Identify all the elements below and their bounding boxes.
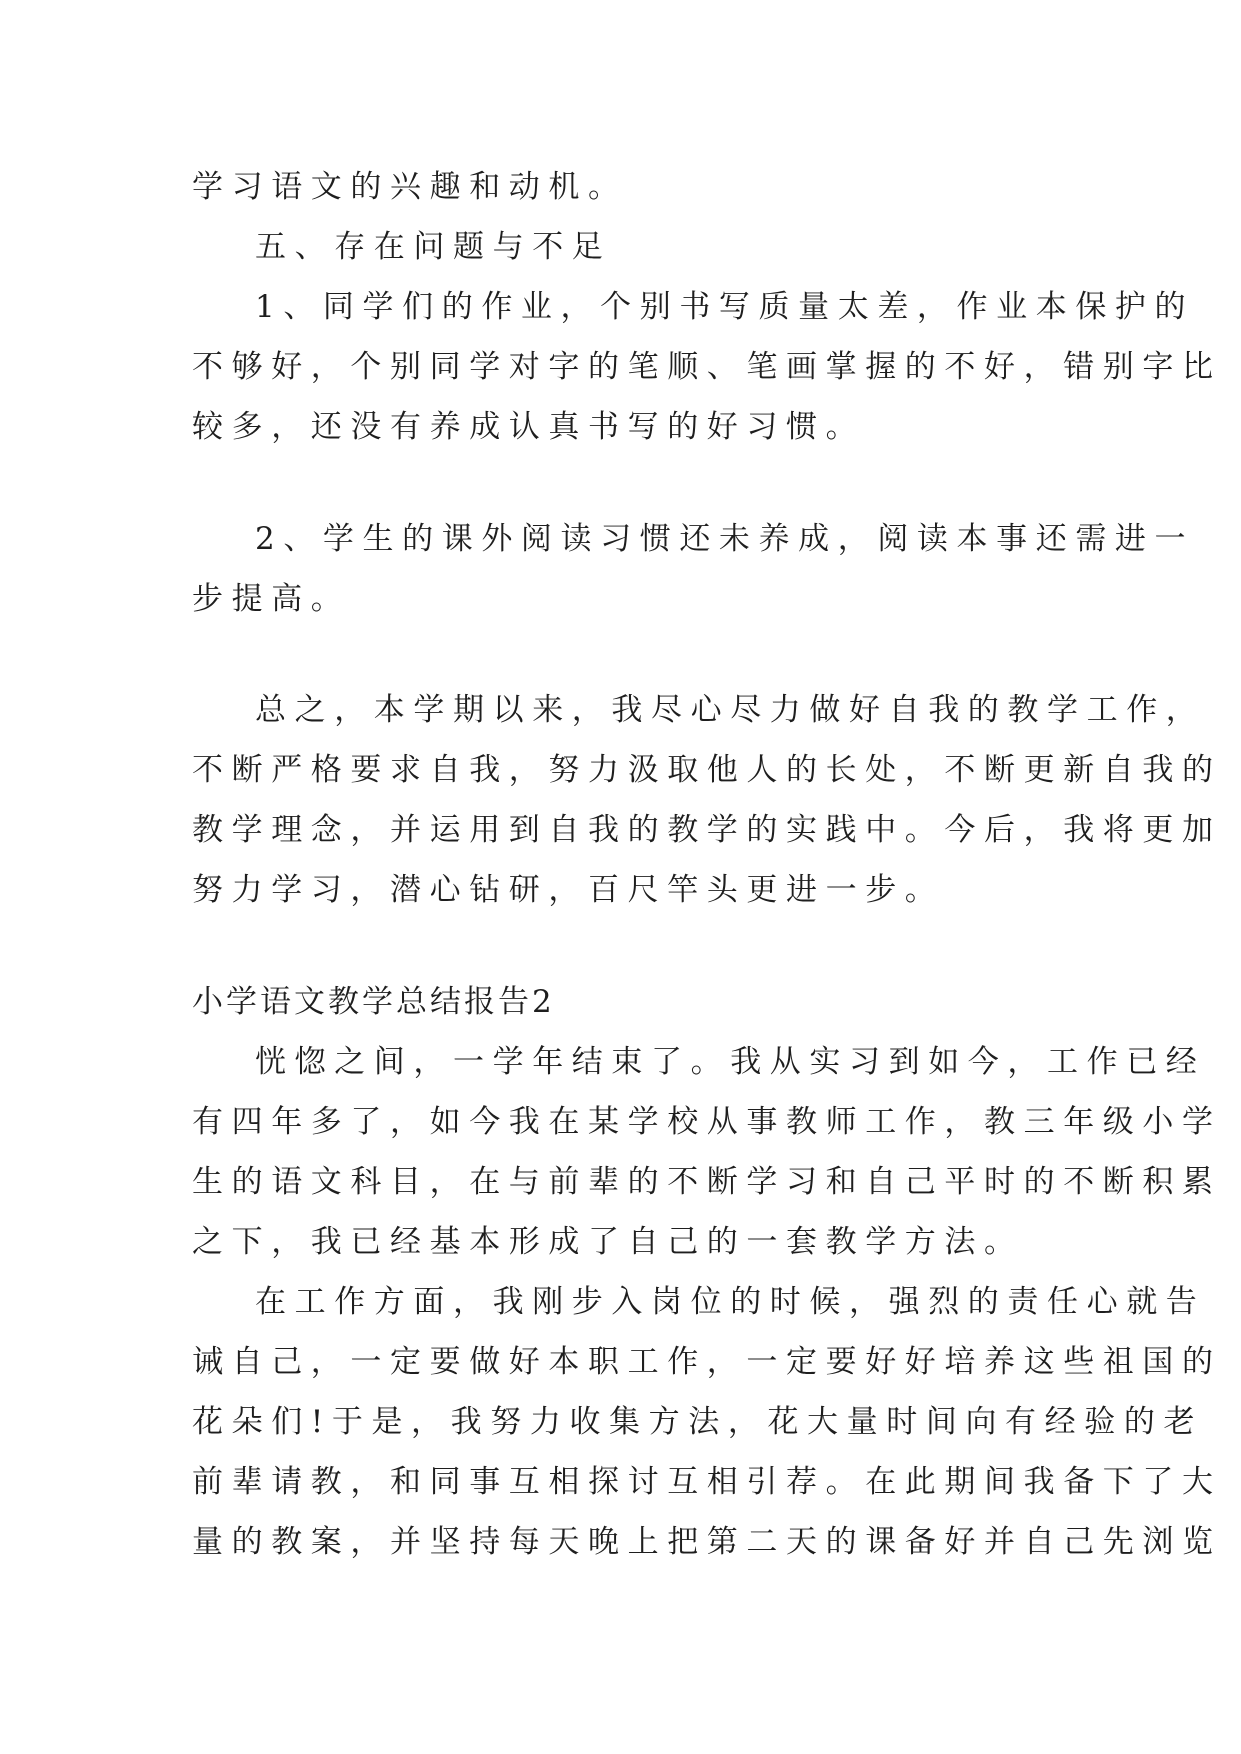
text-line: 不够好，个别同学对字的笔顺、笔画掌握的不好，错别字比 <box>192 349 1222 385</box>
text-line: 总之，本学期以来，我尽心尽力做好自我的教学工作， <box>255 692 1206 728</box>
text-line: 花朵们!于是，我努力收集方法，花大量时间向有经验的老 <box>192 1404 1204 1440</box>
text-line: 恍惚之间，一学年结束了。我从实习到如今，工作已经 <box>255 1044 1206 1080</box>
text-line: 步提高。 <box>192 581 351 617</box>
text-line: 前辈请教，和同事互相探讨互相引荐。在此期间我备下了大 <box>192 1464 1222 1500</box>
section-heading: 五、存在问题与不足 <box>255 229 612 265</box>
text-line: 诫自己，一定要做好本职工作，一定要好好培养这些祖国的 <box>192 1344 1222 1380</box>
text-line: 量的教案，并坚持每天晚上把第二天的课备好并自己先浏览 <box>192 1524 1222 1560</box>
report-title: 小学语文教学总结报告2 <box>192 984 555 1020</box>
text-line: 教学理念，并运用到自我的教学的实践中。今后，我将更加 <box>192 812 1222 848</box>
text-line: 生的语文科目，在与前辈的不断学习和自己平时的不断积累 <box>192 1164 1222 1200</box>
text-line: 在工作方面，我刚步入岗位的时候，强烈的责任心就告 <box>255 1284 1206 1320</box>
text-line: 之下，我已经基本形成了自己的一套教学方法。 <box>192 1224 1024 1260</box>
text-line: 不断严格要求自我，努力汲取他人的长处，不断更新自我的 <box>192 752 1222 788</box>
text-line: 2、学生的课外阅读习惯还未养成，阅读本事还需进一 <box>255 521 1195 557</box>
text-line: 学习语文的兴趣和动机。 <box>192 169 628 205</box>
text-line: 1、同学们的作业，个别书写质量太差，作业本保护的 <box>255 289 1195 325</box>
text-line: 有四年多了，如今我在某学校从事教师工作，教三年级小学 <box>192 1104 1222 1140</box>
text-line: 较多，还没有养成认真书写的好习惯。 <box>192 409 866 445</box>
text-line: 努力学习，潜心钻研，百尺竿头更进一步。 <box>192 872 945 908</box>
